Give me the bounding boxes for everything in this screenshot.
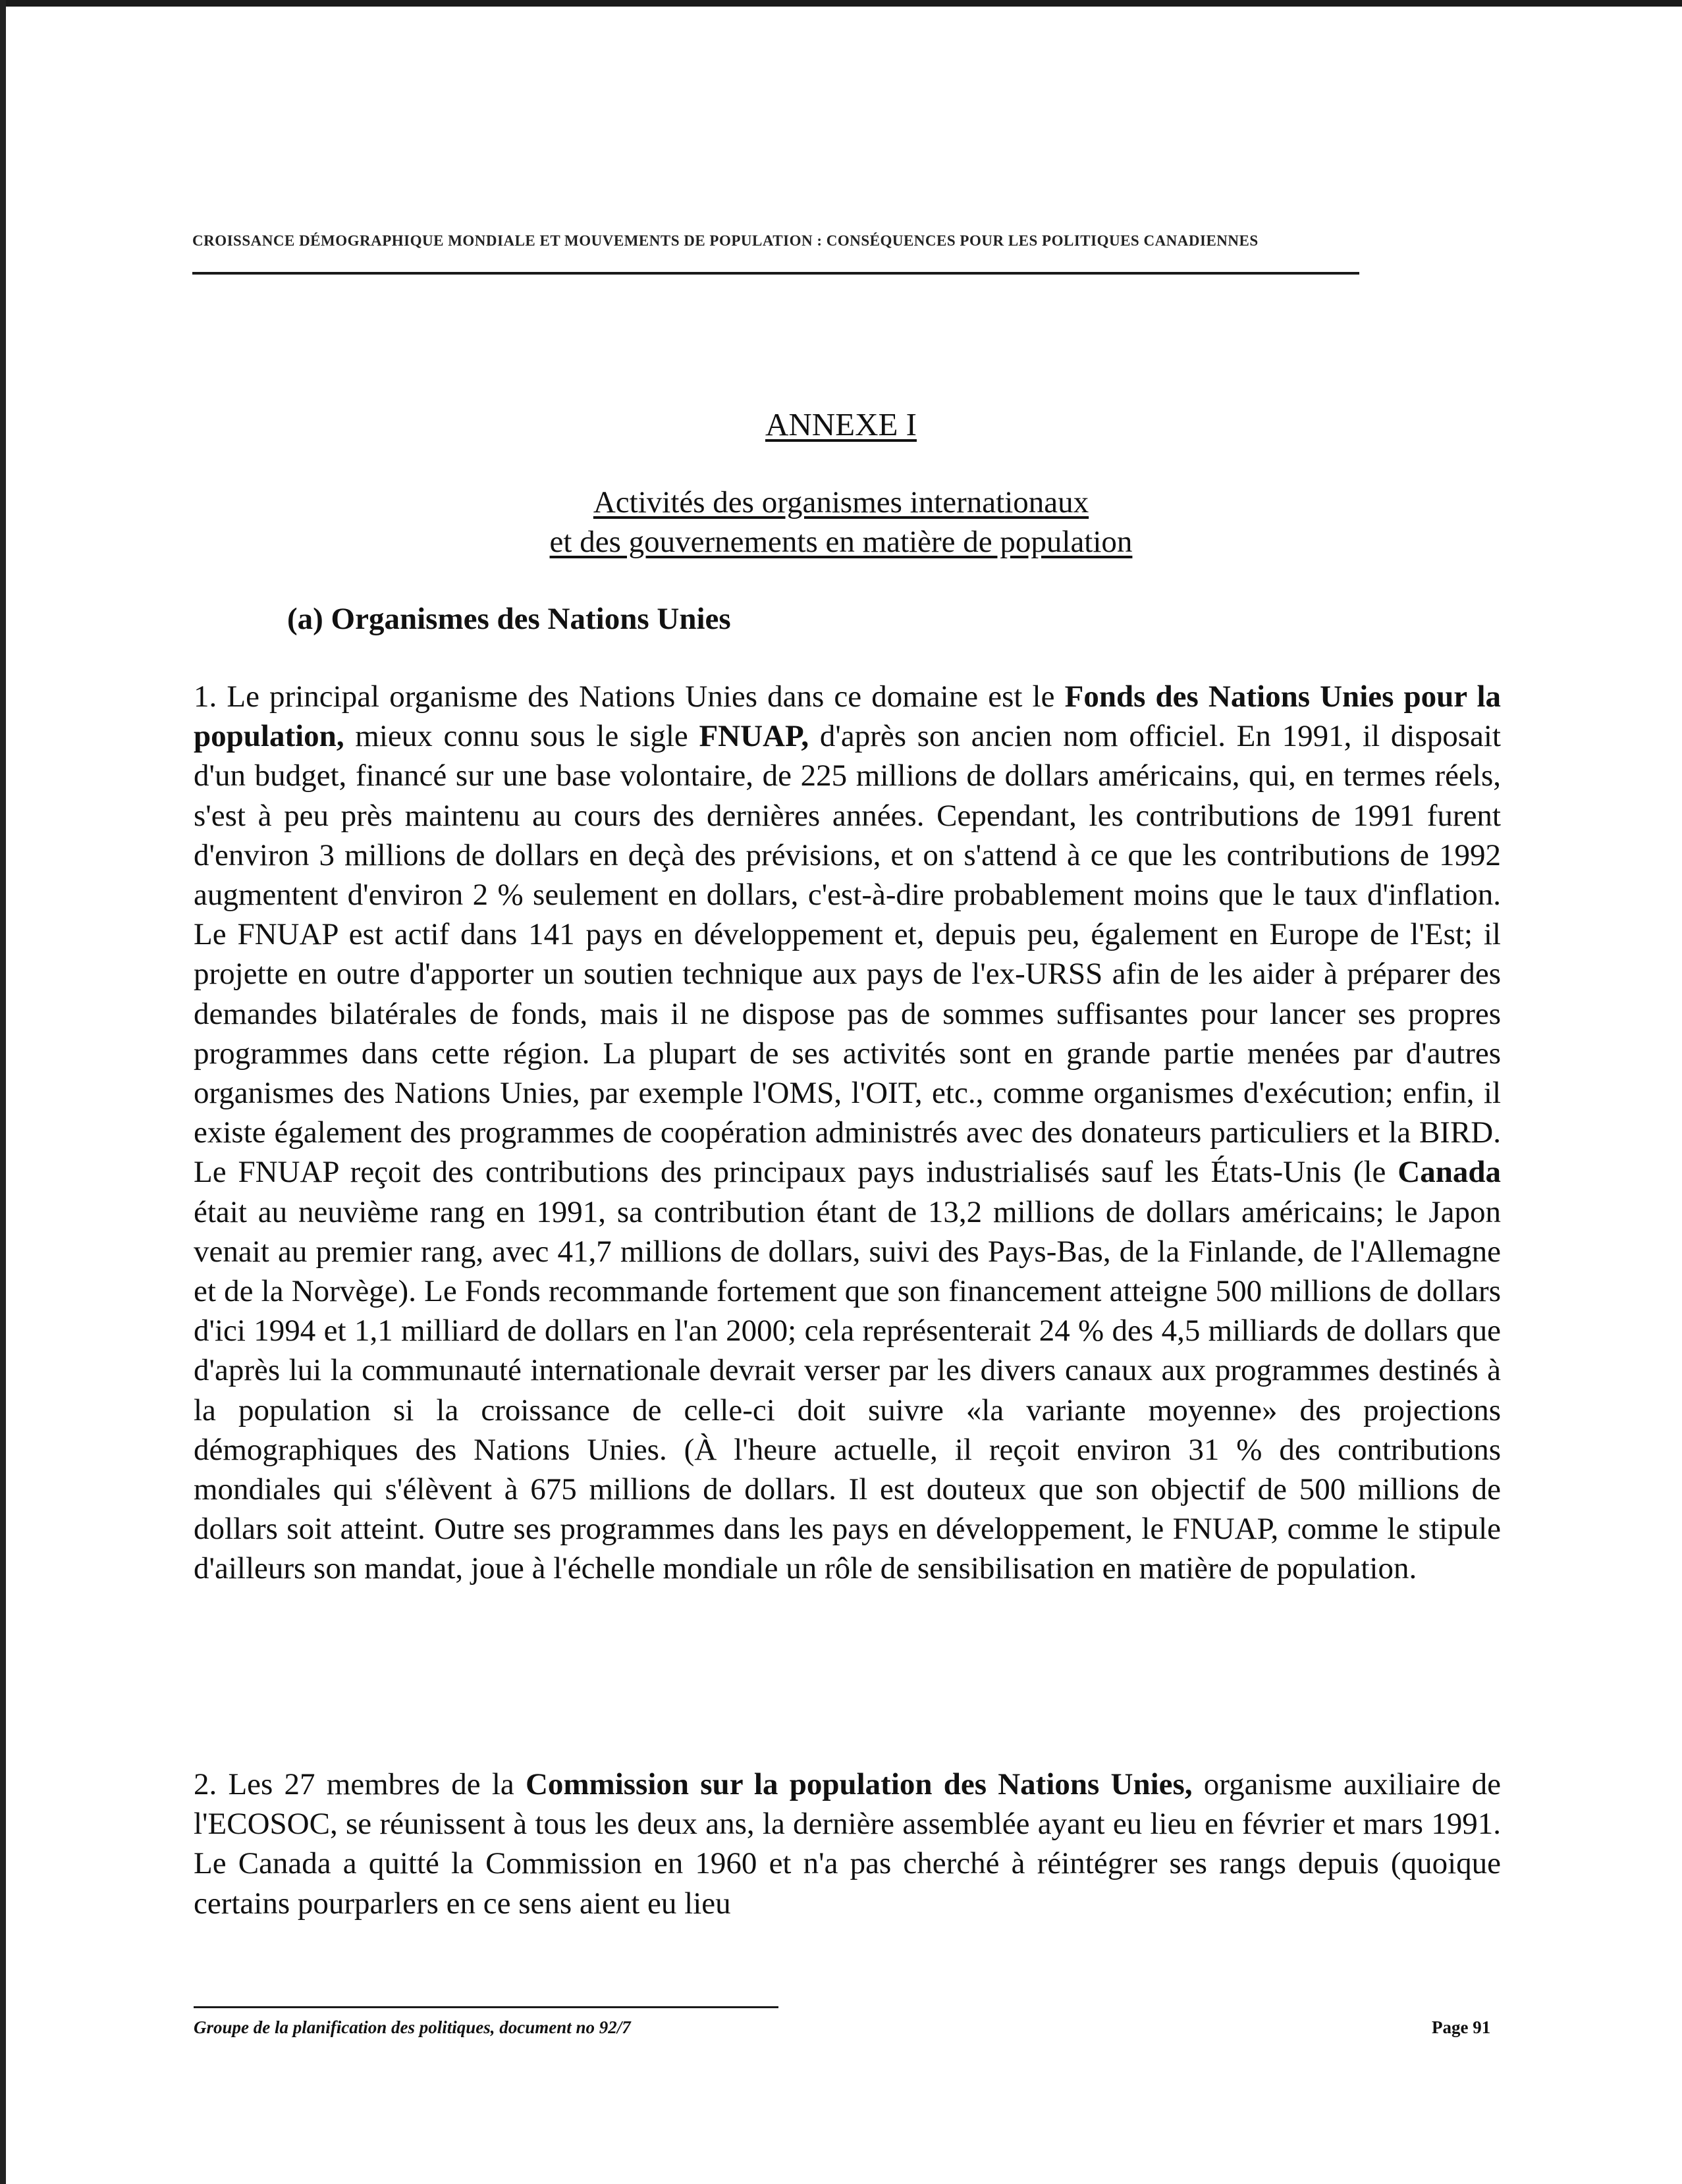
paragraph-2-text-2: organisme auxiliaire de l'ECOSOC, se réunissent à tous les deux ans, la dernière assemblée ayant eu lieu en février et mars 1991. Le Canada a quitté la Commission en 1960 et n'a pas cherché à réintégrer ses rangs depuis (quoique certains pourparlers en ce sens aient eu lieu [194, 1767, 1501, 1921]
paragraph-1-bold-3: Canada [1397, 1155, 1501, 1190]
annexe-subtitle-line2: et des gouvernements en matière de population [549, 525, 1133, 559]
scan-left-edge [0, 0, 6, 2184]
paragraph-2-bold-1: Commission sur la population des Nations Unies, [525, 1767, 1193, 1801]
section-heading: (a) Organismes des Nations Unies [287, 602, 731, 636]
paragraph-1-bold-2: FNUAP, [699, 719, 809, 754]
annexe-subtitle [0, 483, 1682, 562]
footer-document-reference: Groupe de la planification des politiques, document no 92/7 [194, 2017, 631, 2037]
header-rule [192, 272, 1359, 275]
paragraph-1-text-4: était au neuvième rang en 1991, sa contribution étant de 13,2 millions de dollars américains; le Japon venait au premier rang, avec 41,7 millions de dollars, suivi des Pays-Bas, de la Finlande, de l'Allemagne et de la Norvège). Le Fonds recommande fortement que son financement atteigne 500 millions de dollars d'ici 1994 et 1,1 milliard de dollars en l'an 2000; cela représenterait 24 % des 4,5 milliards de dollars que d'après lui la communauté internationale devrait verser par les divers canaux aux programmes destinés à la population si la croissance de celle-ci doit suivre «la variante moyenne» des projections démographiques des Nations Unies. (À l'heure actuelle, il reçoit environ 31 % des contributions mondiales qui s'élèvent à 675 millions de dollars. Il est douteux que son objectif de 500 millions de dollars soit atteint. Outre ses programmes dans les pays en développement, le FNUAP, comme le stipule d'ailleurs son mandat, joue à l'échelle mondiale un rôle de sensibilisation en matière de population. [194, 1194, 1501, 1586]
paragraph-1-text-1: 1. Le principal organisme des Nations Unies dans ce domaine est le [194, 679, 1065, 714]
footer-rule [194, 2006, 778, 2008]
paragraph-2 [194, 1765, 1501, 1923]
paragraph-1-bold-1: Fonds des Nations Unies pour la population, [194, 679, 1502, 754]
page-number: Page 91 [1432, 2017, 1491, 2037]
scan-top-edge [0, 0, 1682, 7]
paragraph-2-text-1: 2. Les 27 membres de la [194, 1767, 526, 1801]
paragraph-1-text-3: d'après son ancien nom officiel. En 1991, il disposait d'un budget, financé sur une base volontaire, de 225 millions de dollars américains, qui, en termes réels, s'est à peu près maintenu au cours des dernières années. Cependant, les contributions de 1991 furent d'environ 3 millions de dollars en deçà des prévisions, et on s'attend à ce que les contributions de 1992 augmentent d'environ 2 % seulement en dollars, c'est-à-dire probablement moins que le taux d'inflation. Le FNUAP est actif dans 141 pays en développement et, depuis peu, également en Europe de l'Est; il projette en outre d'apporter un soutien technique aux pays de l'ex-URSS afin de les aider à préparer des demandes bilatérales de fonds, mais il ne dispose pas de sommes suffisantes pour lancer ses propres programmes dans cette région. La plupart de ses activités sont en grande partie menées par d'autres organismes des Nations Unies, par exemple l'OMS, l'OIT, etc., comme organismes d'exécution; enfin, il existe également des programmes de coopération administrés avec des donateurs particuliers et la BIRD. Le FNUAP reçoit des contributions des principaux pays industrialisés sauf les États-Unis (le [194, 719, 1501, 1190]
paragraph-1-text-2: mieux connu sous le sigle [344, 719, 699, 754]
running-header: CROISSANCE DÉMOGRAPHIQUE MONDIALE ET MOUVEMENTS DE POPULATION : CONSÉQUENCES POUR LES POLITIQUES CANADIENNES [192, 232, 1259, 249]
annexe-title: ANNEXE I [765, 406, 917, 442]
paragraph-1 [194, 677, 1501, 1589]
annexe-subtitle-line1: Activités des organismes internationaux [593, 485, 1089, 519]
